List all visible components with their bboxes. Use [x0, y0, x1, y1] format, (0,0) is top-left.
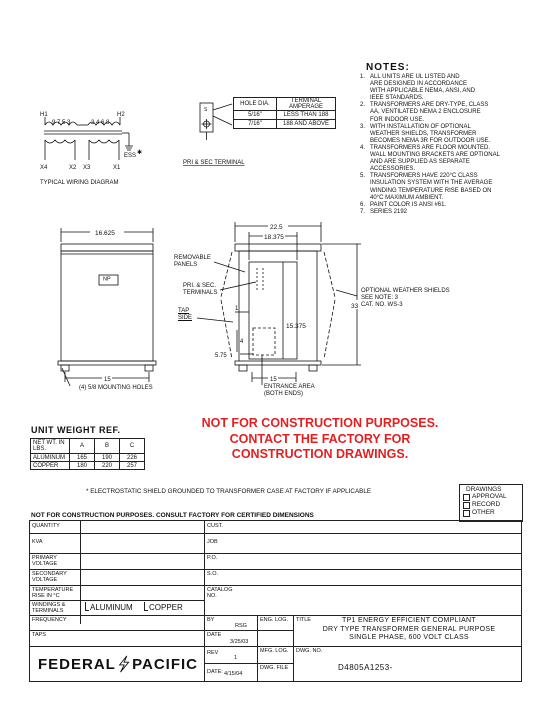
wiring-x4-label: X4: [40, 165, 48, 171]
side-inner-dim: 18.375: [264, 234, 284, 241]
note-item: 1. ALL UNITS ARE UL LISTED AND ARE DESIGNED IN ACCORDANCE WITH APPLICABLE NEMA, ANSI, AND IEEE STANDARDS.: [360, 74, 476, 102]
table-row: COPPER 180 220 257: [31, 462, 145, 470]
note-item: 6. PAINT COLOR IS ANSI #61.: [360, 201, 447, 208]
kva-label: KVA: [32, 539, 43, 545]
side-base-dim: 15: [270, 377, 277, 383]
front-width-dim: 16.625: [95, 230, 115, 237]
copper-option[interactable]: COPPER: [149, 603, 183, 612]
terminal-header-hole: HOLE DIA.: [234, 98, 277, 111]
by-label: BY: [207, 617, 215, 623]
ess-asterisk-icon: ✱: [137, 150, 143, 156]
so-label: S.O.: [207, 571, 219, 577]
construction-warning: [150, 416, 490, 463]
drawings-option-record[interactable]: RECORD: [460, 501, 522, 509]
removable-panels-label: REMOVABLE PANELS: [174, 255, 211, 268]
wiring-x1-label: X1: [113, 165, 121, 171]
wiring-h1-label: H1: [40, 112, 48, 118]
drawing-number: D4805A1253-: [338, 663, 393, 672]
terminals-label: PRI. & SEC. TERMINALS: [183, 283, 218, 296]
terminal-row-2-amp: 188 AND ABOVE: [277, 120, 336, 129]
checkbox-icon[interactable]: [463, 502, 470, 509]
inner-height-dim: 15.375: [286, 323, 306, 330]
drawings-box: [459, 484, 523, 522]
title-label: TITLE: [296, 617, 311, 623]
wiring-x3-label: X3: [83, 165, 91, 171]
dwg-file-label: DWG. FILE: [260, 665, 289, 671]
terminal-caption: PRI & SEC TERMINAL: [183, 160, 245, 166]
date2-label: DATE:: [207, 669, 223, 675]
warning-line-2: CONTACT THE FACTORY FOR: [229, 431, 411, 446]
height-dim: 33: [351, 303, 359, 310]
note-item: 5. TRANSFORMERS HAVE 220°C CLASS INSULATION SYSTEM WITH THE AVERAGE WINDING TEMPERATURE RISE BASED ON 40°C MAXIMUM AMBIENT.: [360, 173, 493, 201]
wiring-ess-label: ESS: [124, 153, 137, 159]
drawing-title: TP1 ENERGY EFFICIENT COMPLIANT DRY TYPE TRANSFORMER GENERAL PURPOSE SINGLE PHASE, 600 VOLT CLASS: [322, 617, 496, 641]
catalog-label: CATALOG NO.: [207, 587, 233, 599]
terminal-table: [233, 97, 336, 129]
date-label: DATE: [207, 632, 222, 638]
note-item: 3. WITH INSTALLATION OF OPTIONAL WEATHER SHIELDS, TRANSFORMER BECOMES NEMA 3R FOR OUTDOOR USE.: [360, 123, 491, 144]
drawings-option-approval[interactable]: APPROVAL: [460, 493, 522, 501]
side-view: [197, 222, 361, 385]
wiring-labels: [40, 112, 142, 186]
checkbox-icon[interactable]: [463, 510, 470, 517]
job-label: JOB: [207, 539, 218, 545]
windings-label: WINDINGS & TERMINALS: [32, 602, 66, 614]
note-item: 2. TRANSFORMERS ARE DRY-TYPE, CLASS AA, VENTILATED NEMA 2 ENCLOSURE FOR INDOOR USE.: [360, 102, 489, 123]
electrostatic-note: * ELECTROSTATIC SHIELD GROUNDED TO TRANSFORMER CASE AT FACTORY IF APPLICABLE: [86, 488, 372, 495]
nameplate-label: NP: [103, 276, 111, 283]
wiring-taps-left: 9 7 5 3: [52, 120, 71, 126]
weather-shields-label: OPTIONAL WEATHER SHIELDS SEE NOTE: 3 CAT. NO. WS-3: [361, 288, 450, 308]
wiring-h2-label: H2: [117, 112, 125, 118]
title-block-header: NOT FOR CONSTRUCTION PURPOSES. CONSULT FACTORY FOR CERTIFIED DIMENSIONS: [31, 512, 314, 519]
dim-5-75: 5.75: [215, 353, 227, 359]
wiring-x2-label: X2: [69, 165, 77, 171]
unit-weight-header-label: NET WT. IN LBS.: [31, 439, 70, 454]
unit-weight-col-a: A: [70, 439, 95, 454]
unit-weight-title: UNIT WEIGHT REF.: [31, 425, 121, 435]
wiring-caption: TYPICAL WIRING DIAGRAM: [40, 180, 119, 186]
date-value: 3/25/03: [230, 639, 249, 645]
checkbox-icon[interactable]: [463, 494, 470, 501]
dim-1: 1: [235, 306, 239, 312]
notes-title: NOTES:: [366, 62, 410, 73]
unit-weight-col-b: B: [95, 439, 120, 454]
drawings-option-other[interactable]: OTHER: [460, 509, 522, 517]
by-value: RSG: [235, 623, 247, 629]
rev-label: REV: [207, 650, 219, 656]
terminal-row-2-dia: 7/16": [234, 120, 277, 129]
tap-side-label: TAP SIDE: [178, 308, 193, 321]
rev-value: 1: [234, 655, 238, 661]
quantity-label: QUANTITY: [32, 523, 60, 529]
warning-line-3: CONSTRUCTION DRAWINGS.: [231, 447, 409, 461]
cust-label: CUST.: [207, 523, 223, 529]
side-width-dim: 22.5: [270, 224, 283, 231]
mfg-log-label: MFG. LOG.: [260, 648, 289, 654]
secondary-voltage-label: SECONDARY VOLTAGE: [32, 571, 67, 583]
wiring-taps-right: 2 4 6 8: [91, 120, 110, 126]
table-row: ALUMINUM 165 190 226: [31, 454, 145, 462]
terminal-s-label: S: [204, 107, 208, 113]
unit-weight-col-c: C: [120, 439, 145, 454]
note-item: 4. TRANSFORMERS ARE FLOOR MOUNTED. WALL MOUNTING BRACKETS ARE OPTIONAL AND ARE SUPPLIED AS SEPARATE ACCESSORIES.: [360, 144, 500, 173]
warning-line-1: NOT FOR CONSTRUCTION PURPOSES.: [201, 416, 439, 430]
front-view: [58, 228, 156, 386]
date2-value: 4/15/04: [224, 671, 243, 677]
drawings-title: DRAWINGS: [466, 486, 502, 493]
terminal-row-1-dia: 5/16": [234, 111, 277, 120]
dwg-no-label: DWG. NO.: [296, 648, 323, 654]
terminal-header-amperage: TERMINAL AMPERAGE: [277, 98, 336, 111]
eng-log-label: ENG. LOG.: [260, 617, 289, 623]
taps-label: TAPS: [32, 632, 46, 638]
front-base-dim: 15: [104, 377, 111, 383]
dim-4: 4: [240, 339, 244, 345]
po-label: P.O.: [207, 555, 218, 561]
federal-pacific-logo: FEDERAL PACIFIC: [38, 655, 198, 673]
primary-voltage-label: PRIMARY VOLTAGE: [32, 555, 58, 567]
title-block: [29, 520, 522, 682]
notes-list: [360, 74, 500, 216]
note-item: 7. SERIES 2192: [360, 208, 408, 215]
frequency-label: FREQUENCY: [32, 617, 67, 623]
entrance-area-label: ENTRANCE AREA (BOTH ENDS): [264, 384, 315, 397]
terminal-row-1-amp: LESS THAN 188: [277, 111, 336, 120]
unit-weight-table: [30, 438, 145, 470]
lightning-bolt-icon: [116, 654, 132, 674]
aluminum-option[interactable]: ALUMINUM: [90, 603, 133, 612]
temperature-rise-label: TEMPERATURE RISE IN °C: [32, 587, 74, 599]
mounting-holes-label: (4) 5/8 MOUNTING HOLES: [79, 385, 153, 391]
